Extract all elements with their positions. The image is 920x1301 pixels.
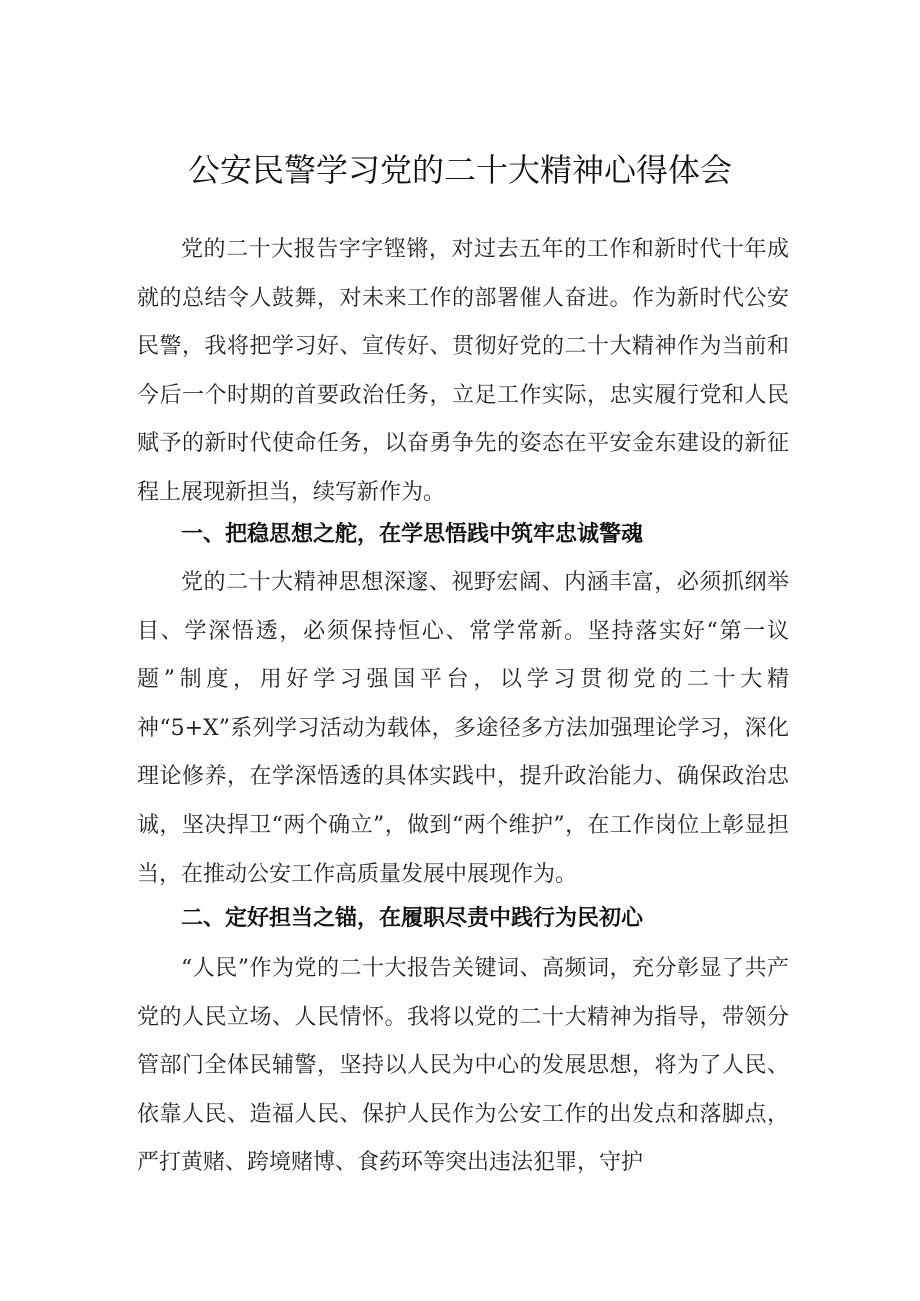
section-1-paragraph: 党的二十大精神思想深邃、视野宏阔、内涵丰富，必须抓纲举目、学深悟透，必须保持恒心、常学常新。坚持落实好“第一议题”制度，用好学习强国平台，以学习贯彻党的二十大精神“5+X”系列学习活动为载体，多途径多方法加强理论学习，深化理论修养，在学深悟透的具体实践中，提升政治能力、确保政治忠诚，坚决捍卫“两个确立”，做到“两个维护”，在工作岗位上彰显担当，在推动公安工作高质量发展中展现作为。	[137, 570, 789, 887]
section-2-heading: 二、定好担当之锚，在履职尽责中践行为民初心	[181, 906, 644, 931]
intro-paragraph: 党的二十大报告字字铿锵，对过去五年的工作和新时代十年成就的总结令人鼓舞，对未来工作的部署催人奋进。作为新时代公安民警，我将把学习好、宣传好、贯彻好党的二十大精神作为当前和今后一个时期的首要政治任务，立足工作实际，忠实履行党和人民赋予的新时代使命任务，以奋勇争先的姿态在平安金东建设的新征程上展现新担当，续写新作为。	[137, 237, 789, 505]
section-2-paragraph: “人民”作为党的二十大报告关键词、高频词，充分彰显了共产党的人民立场、人民情怀。我将以党的二十大精神为指导，带领分管部门全体民辅警，坚持以人民为中心的发展思想，将为了人民、依靠人民、造福人民、保护人民作为公安工作的出发点和落脚点，严打黄赌、跨境赌博、食药环等突出违法犯罪，守护	[137, 956, 789, 1176]
section-1-heading: 一、把稳思想之舵，在学思悟践中筑牢忠诚警魂	[181, 522, 644, 547]
document-title: 公安民警学习党的二十大精神心得体会	[187, 151, 732, 189]
